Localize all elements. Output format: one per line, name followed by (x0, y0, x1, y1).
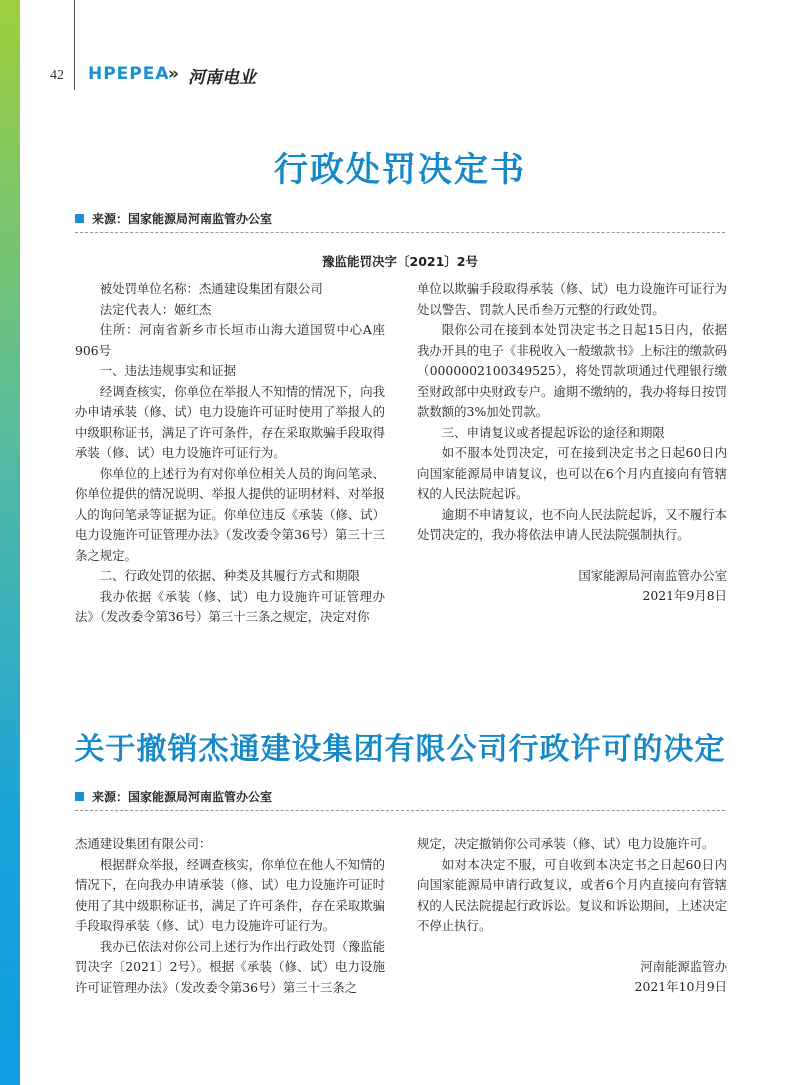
article2-right-column (417, 834, 727, 998)
paragraph: 你单位的上述行为有对你单位相关人员的询问笔录、你单位提供的情况说明、举报人提供的证明材料、对举报人的询问笔录等证据为证。你单位违反《承装（修、试）电力设施许可证管理办法》（发改委令第36号）第三十三条之规定。 (75, 465, 385, 563)
article2-left-column (75, 834, 385, 998)
section-heading: 三、申请复议或者提起诉讼的途径和期限 (441, 424, 665, 440)
paragraph: 我办已依法对你公司上述行为作出行政处罚（豫监能罚决字〔2021〕2号）。根据《承装（修、试）电力设施许可证管理办法》（发改委令第36号）第三十三条之 (75, 938, 385, 995)
article2-date: 2021年10月9日 (634, 979, 727, 994)
article1-source (75, 210, 725, 233)
brand-logo-latin: HPEPEA (88, 64, 170, 84)
page-number: 42 (50, 68, 64, 83)
addressee: 杰通建设集团有限公司： (75, 836, 212, 851)
paragraph: 根据群众举报，经调查核实，你单位在他人不知情的情况下，在向我办申请承装（修、试）电力设施许可证时使用了其中级职称证书，满足了许可条件，存在采取欺骗手段取得承装（修、试）电力设施许可证行为。 (75, 856, 385, 933)
article1-right-column (417, 279, 727, 607)
page-header (20, 0, 800, 100)
article2-source (75, 788, 725, 811)
section-heading: 二、行政处罚的依据、种类及其履行方式和期限 (99, 568, 360, 583)
article1-doc-number: 豫监能罚决字〔2021〕2号 (322, 254, 478, 269)
article1-left-column (75, 279, 385, 628)
section-heading: 一、违法违规事实和证据 (99, 363, 237, 378)
paragraph: 我办依据《承装（修、试）电力设施许可证管理办法》（发改委令第36号）第三十三条之规定，决定对你 (75, 588, 385, 624)
paragraph: 住所：河南省新乡市长垣市山海大道国贸中心A座906号 (75, 322, 385, 358)
square-bullet-icon (75, 214, 84, 223)
article1-signature: 国家能源局河南监管办公室 (578, 567, 727, 583)
article1-source-text: 来源：国家能源局河南监管办公室 (92, 212, 273, 226)
article2-title: 关于撤销杰通建设集团有限公司行政许可的决定 (74, 732, 726, 767)
header-divider (74, 0, 75, 90)
article2-source-text: 来源：国家能源局河南监管办公室 (92, 790, 273, 804)
paragraph: 逾期不申请复议，也不向人民法院起诉，又不履行本处罚决定的，我办将依法申请人民法院强制执行。 (417, 506, 727, 542)
paragraph: 如对本决定不服，可自收到本决定书之日起60日内向国家能源局申请行政复议，或者6个月内直接向有管辖权的人民法院提起行政诉讼。复议和诉讼期间，上述决定不停止执行。 (417, 856, 727, 933)
brand-logo-cn: 河南电业 (188, 68, 256, 88)
article1-title: 行政处罚决定书 (274, 150, 526, 190)
paragraph: 规定，决定撤销你公司承装（修、试）电力设施许可。 (417, 836, 715, 851)
square-bullet-icon (75, 792, 84, 801)
paragraph: 单位以欺骗手段取得承装（修、试）电力设施许可证行为处以警告、罚款人民币叁万元整的行政处罚。 (417, 281, 727, 317)
paragraph: 限你公司在接到本处罚决定书之日起15日内，依据我办开具的电子《非税收入一般缴款书》上标注的缴款码（0000002100349525），将处罚款项通过代理银行缴至财政部中央财政专户。逾期不缴纳的，我办将每日按罚款数额的3%加处罚款。 (417, 322, 727, 419)
article2-signature: 河南能源监管办 (640, 958, 727, 974)
paragraph: 法定代表人：姬红杰 (99, 301, 212, 317)
brand-separator: » (168, 64, 179, 84)
article1-date: 2021年9月8日 (642, 588, 727, 603)
paragraph: 被处罚单位名称：杰通建设集团有限公司 (99, 281, 323, 296)
paragraph: 如不服本处罚决定，可在接到决定书之日起60日内向国家能源局申请复议，也可以在6个月内直接向有管辖权的人民法院起诉。 (417, 445, 727, 501)
paragraph: 经调查核实，你单位在举报人不知情的情况下，向我办申请承装（修、试）电力设施许可证时使用了举报人的中级职称证书，满足了许可条件，存在采取欺骗手段取得承装（修、试）电力设施许可证行为。 (75, 383, 385, 460)
